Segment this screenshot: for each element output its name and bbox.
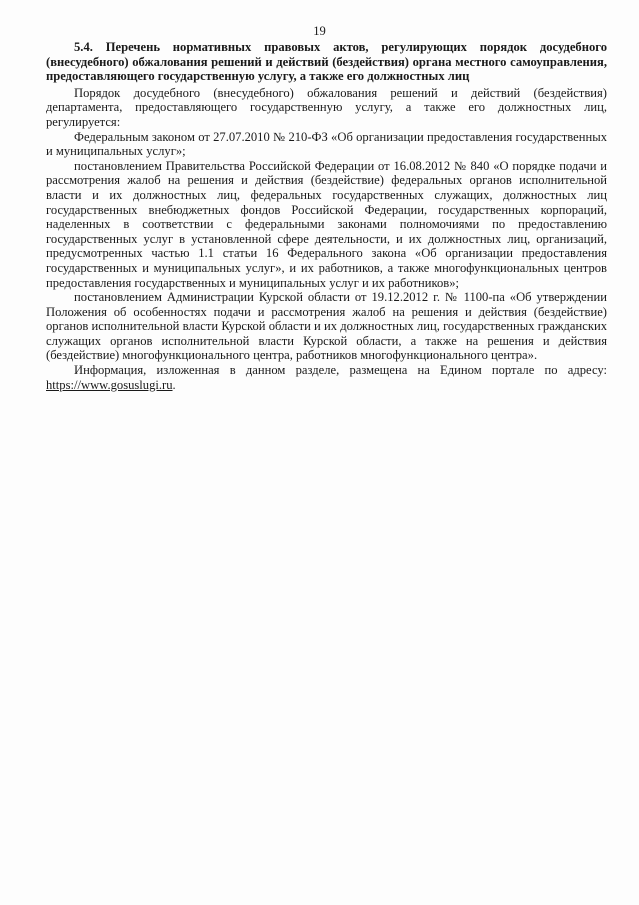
info-text: Информация, изложенная в данном разделе, размещена на Едином портале по адресу: — [74, 363, 607, 378]
section-heading: 5.4. Перечень нормативных правовых актов, регулирующих порядок досудебного (внесудебного) обжалования решений и действий (бездействия) органа местного самоуправления, предоставляющего государственную услугу, а также его должностных лиц — [46, 40, 607, 84]
paragraph-federal-law: Федеральным законом от 27.07.2010 № 210-ФЗ «Об организации предоставления государственных и муниципальных услуг»; — [46, 129, 607, 159]
paragraph-info — [46, 363, 607, 392]
paragraph-intro: Порядок досудебного (внесудебного) обжалования решений и действий (бездействия) департамента, предоставляющего государственную услугу, а также его должностных лиц, регулируется: — [46, 85, 607, 129]
paragraph-government-resolution: постановлением Правительства Российской Федерации от 16.08.2012 № 840 «О порядке подачи и рассмотрения жалоб на решения и действия (бездействие) федеральных органов исполнительной власти и их должностных лиц, федеральных государственных служащих, должностных лиц государственных внебюджетных фондов Российской Федерации, государственных корпораций, наделенных в соответствии с федеральными законами полномочиями по предоставлению государственных услуг в установленной сфере деятельности, и их должностных лиц, организаций, предусмотренных частью 1.1 статьи 16 Федерального закона «Об организации предоставления государственных и муниципальных услуг», и их работников, а также многофункциональных центров предоставления государственных и муниципальных услуг и их работников»; — [46, 158, 607, 290]
page-number: 19 — [313, 24, 326, 38]
section-content — [46, 40, 607, 392]
info-suffix: . — [172, 377, 176, 392]
gosuslugi-link[interactable]: https://www.gosuslugi.ru — [46, 377, 173, 392]
paragraph-kursk-resolution: постановлением Администрации Курской области от 19.12.2012 г. № 1100-па «Об утверждении Положения об особенностях подачи и рассмотрения жалоб на решения и действия (бездействие) органов исполнительной власти Курской области и их должностных лиц, государственных гражданских служащих органов исполнительной власти Курской области, а также на решения и действия (бездействие) многофункционального центра, работников многофункционального центра». — [46, 290, 607, 363]
